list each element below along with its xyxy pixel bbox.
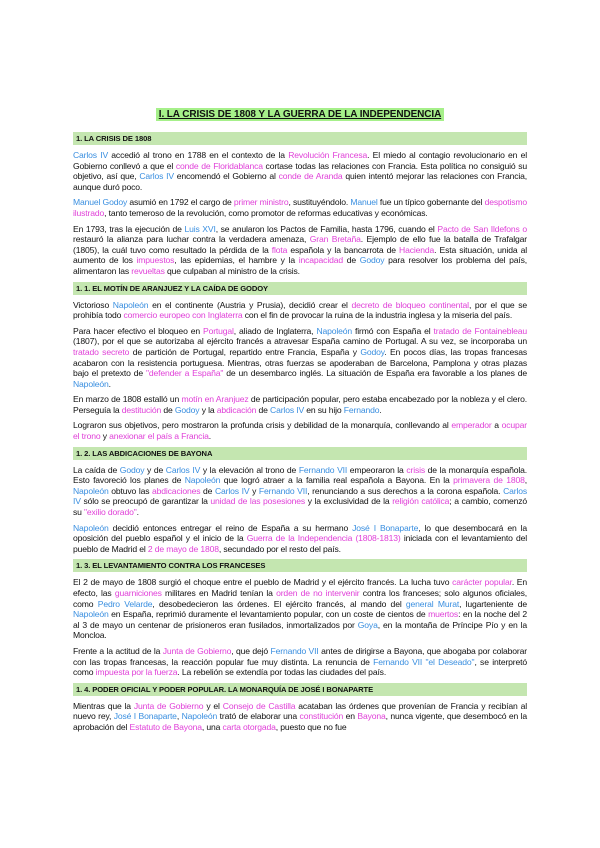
paragraph-text: , lo que desembocará en la oposición del pueblo español y el inicio de la: [73, 522, 527, 544]
paragraph-text: que logró atraer a la familia real española a Bayona. En la: [220, 475, 454, 486]
paragraph-text: ,: [176, 711, 182, 722]
paragraph-text: y la: [199, 404, 217, 415]
paragraph-text: ,: [524, 475, 527, 486]
paragraph-text: asumió en 1792 el cargo de: [127, 197, 234, 208]
paragraph-text: a: [491, 420, 502, 431]
paragraph-text: de: [342, 255, 360, 266]
paragraph-text: , una: [201, 721, 223, 732]
paragraph-text: y la exclusividad de la: [305, 496, 393, 507]
paragraph-text: española y la bancarrota de: [287, 244, 400, 255]
person-name: Fernando VII: [258, 485, 308, 496]
key-term: Guerra de la Independencia (1808-1813): [246, 533, 401, 544]
key-term: Estatuto de Bayona: [129, 721, 202, 732]
person-name: Napoleón: [73, 485, 109, 496]
paragraph: [73, 523, 527, 555]
paragraph-text: , secundado por el resto del país.: [218, 543, 341, 554]
paragraph-text: antes de dirigirse a Bayona, que abogaba por colaborar con las tropas francesas, la reacción popular fue muy distinta. La renuncia de: [73, 645, 527, 667]
paragraph-text: militares en Madrid tenían la: [161, 588, 277, 598]
key-term: conde de Floridablanca: [175, 160, 263, 171]
paragraph-text: de la monarquía española. Esto favoreció los planes de: [73, 464, 527, 486]
paragraph: [73, 394, 527, 415]
person-name: Luis XVI: [184, 223, 216, 234]
key-term: constitución: [299, 711, 344, 722]
person-name: Napoleón: [184, 475, 221, 486]
person-name: Fernando VII "el Deseado": [373, 656, 475, 667]
paragraph-text: En 1793, tras la ejecución de: [73, 223, 185, 234]
paragraph-text: y: [100, 431, 110, 442]
person-name: Napoleón: [73, 378, 109, 389]
paragraph-text: , sustituyéndolo.: [288, 197, 351, 208]
person-name: Godoy: [174, 404, 200, 415]
paragraph-text: quien intentó mejorar las relaciones con Francia, aunque duró poco.: [73, 171, 527, 192]
key-term: Junta de Gobierno: [162, 645, 232, 656]
paragraph-text: . El miedo al contagio revolucionario en el Gobierno conllevó a que el: [73, 150, 527, 171]
section-heading: 1. 1. EL MOTÍN DE ARANJUEZ Y LA CAÍDA DE GODOY: [73, 282, 527, 295]
paragraph-text: empeoraron la: [347, 464, 407, 475]
paragraph-text: : en la noche del 2 al 3 de mayo un centenar de prisioneros eran fusilados, inmortalizados por: [73, 609, 527, 630]
key-term: incapacidad: [298, 255, 343, 266]
paragraph: [73, 197, 527, 218]
person-name: Manuel Godoy: [73, 197, 128, 208]
key-term: Hacienda: [399, 244, 435, 255]
document-body: [73, 132, 527, 733]
paragraph-text: iniciada con el levantamiento del pueblo de Madrid el: [73, 533, 527, 554]
paragraph-text: Para hacer efectivo el bloqueo en: [73, 325, 203, 336]
paragraph-text: en el continente (Austria y Prusia), decidió crear el: [148, 299, 352, 310]
paragraph-text: . Esta situación, unida al aumento de los: [73, 244, 527, 266]
paragraph-text: .: [379, 404, 382, 415]
person-name: Napoleón: [73, 609, 109, 620]
section-heading: 1. 2. LAS ABDICACIONES DE BAYONA: [73, 447, 527, 460]
key-term: "defender a España": [145, 368, 224, 379]
key-term: primavera de 1808: [453, 475, 525, 486]
key-term: muertos: [428, 609, 459, 620]
paragraph-text: , se anularon los Pactos de Familia, hasta 1796, cuando el: [215, 223, 438, 234]
key-term: Gran Bretaña: [309, 234, 361, 245]
paragraph-text: , puesto que no fue: [275, 721, 347, 732]
paragraph-text: firmó con España el: [352, 325, 434, 336]
paragraph-text: encomendó el Gobierno al: [173, 171, 279, 182]
section-heading: 1. 4. PODER OFICIAL Y PODER POPULAR. LA MONARQUÍA DE JOSÉ I BONAPARTE: [73, 683, 527, 696]
key-term: Bayona: [357, 711, 386, 722]
person-name: Fernando VII: [298, 464, 348, 475]
paragraph-text: y de: [144, 464, 166, 475]
paragraph: [73, 646, 527, 678]
key-term: crisis: [406, 464, 426, 475]
key-term: Portugal: [202, 325, 234, 336]
key-term: impuesta por la fuerza: [95, 667, 178, 678]
paragraph-text: accedió al trono en 1788 en el contexto de la: [108, 150, 289, 160]
person-name: Fernando VII: [270, 645, 319, 656]
key-term: revueltas: [131, 265, 165, 276]
paragraph-text: fue un típico gobernante del: [377, 197, 485, 208]
paragraph-text: .: [136, 507, 139, 518]
person-name: Carlos IV: [270, 404, 305, 415]
paragraph-text: , por el que se prohibía todo: [73, 299, 527, 321]
person-name: Napoleón: [73, 522, 109, 533]
paragraph-text: , se interpretó como: [73, 656, 528, 678]
key-term: ocupar el trono: [73, 420, 527, 442]
paragraph-text: (1807), por el que se autorizaba al ejército francés a atravesar España camino de Portugal. A su vez, se incorporaba un: [73, 336, 527, 347]
person-name: Napoleón: [112, 299, 149, 310]
person-name: José I Bonaparte: [113, 711, 177, 722]
key-term: emperador: [451, 420, 492, 431]
key-term: Pacto de San Ildefons o: [437, 223, 527, 234]
person-name: Godoy: [359, 255, 385, 266]
key-term: orden de no intervenir: [276, 588, 360, 598]
person-name: general Murat: [405, 598, 460, 609]
paragraph-text: , tanto temeroso de la revolución, como promotor de reformas educativas y económicas.: [104, 207, 428, 218]
paragraph-text: . Ejemplo de ello fue la batalla de Trafalgar (1805), la cuál tuvo como resultado la pérdida de la: [73, 234, 528, 255]
key-term: carácter popular: [452, 577, 512, 588]
paragraph-text: Victorioso: [73, 299, 113, 310]
paragraph-text: obtuvo las: [108, 485, 153, 496]
paragraph-text: sólo se preocupó de garantizar la: [80, 496, 211, 507]
person-name: Manuel: [350, 197, 378, 208]
key-term: destitución: [121, 404, 162, 415]
person-name: Carlos IV: [214, 485, 250, 496]
document-title-text: I. LA CRISIS DE 1808 Y LA GUERRA DE LA INDEPENDENCIA: [156, 108, 444, 121]
person-name: José I Bonaparte: [352, 522, 419, 533]
paragraph-text: de partición de Portugal, repartido entre Francia, España y: [129, 346, 361, 357]
paragraph: [73, 224, 527, 277]
key-term: comercio europeo con Inglaterra: [123, 310, 243, 321]
key-term: primer ministro: [233, 197, 289, 208]
paragraph-text: , nunca vigente, que desembocó en la aprobación del: [73, 711, 528, 732]
key-term: Junta de Gobierno: [133, 700, 204, 711]
paragraph-text: de: [161, 404, 175, 415]
paragraph-text: de: [200, 485, 215, 496]
paragraph-text: de un desembarco inglés. La situación de España era favorable a los planes de: [223, 368, 527, 379]
paragraph-text: .: [208, 431, 211, 442]
paragraph-text: , desobedecieron las órdenes. El ejército francés, al mando del: [152, 598, 406, 609]
paragraph: [73, 326, 527, 390]
paragraph-text: Mientras que la: [73, 700, 134, 711]
key-term: Revolución Francesa: [288, 150, 368, 160]
key-term: carta otorgada: [222, 721, 276, 732]
paragraph-text: . La rebelión se extendía por todas las ciudades del país.: [177, 667, 387, 678]
person-name: Goya: [357, 619, 378, 630]
key-term: abdicación: [216, 404, 257, 415]
paragraph-text: con el fin de provocar la ruina de la industria inglesa y la miseria del país.: [242, 310, 513, 321]
paragraph-text: y: [249, 485, 259, 496]
person-name: Napoleón: [316, 325, 353, 336]
key-term: despotismo ilustrado: [73, 197, 528, 218]
person-name: Carlos IV: [73, 150, 109, 160]
paragraph-text: restauró la alianza para luchar contra la verdadera amenaza,: [73, 234, 310, 245]
person-name: Carlos IV: [165, 464, 201, 475]
paragraph: [73, 577, 527, 641]
paragraph-text: de participación popular, pero estaba encabezado por la nobleza y el clero. Perseguía la: [73, 394, 528, 415]
key-term: conde de Aranda: [278, 171, 343, 182]
person-name: Carlos IV: [139, 171, 174, 182]
section-heading: 1. LA CRISIS DE 1808: [73, 132, 527, 145]
document-title: [73, 104, 527, 122]
paragraph-text: Lograron sus objetivos, pero mostraron la profunda crisis y debilidad de la monarquía, conllevando al: [73, 420, 452, 431]
key-term: tratado de Fontainebleau: [433, 325, 528, 336]
paragraph: [73, 701, 527, 733]
paragraph-text: . En efecto, las: [73, 577, 528, 598]
paragraph-text: En marzo de 1808 estalló un: [73, 394, 182, 405]
paragraph-text: en su hijo: [304, 404, 344, 415]
paragraph-text: cortase todas las relaciones con Francia. Esta política no consiguió su objetivo, así que,: [73, 160, 528, 182]
paragraph-text: , aliado de Inglaterra,: [233, 325, 317, 336]
paragraph-text: , renunciando a sus derechos a la corona española.: [307, 485, 504, 496]
paragraph-text: decidió entonces entregar el reino de España a su hermano: [108, 522, 353, 533]
paragraph-text: Frente a la actitud de la: [73, 645, 163, 656]
key-term: Consejo de Castilla: [222, 700, 296, 711]
section-heading: 1. 3. EL LEVANTAMIENTO CONTRA LOS FRANCESES: [73, 559, 527, 572]
paragraph-text: para resolver los problema del país, alimentaron las: [73, 255, 528, 276]
paragraph-text: de: [256, 404, 271, 415]
key-term: abdicaciones: [152, 485, 201, 496]
paragraph-text: trató de elaborar una: [217, 711, 300, 722]
paragraph: [73, 465, 527, 518]
paragraph-text: acataban las órdenes que provenían de Francia y recibían al nuevo rey,: [73, 700, 527, 722]
paragraph-text: , las epidemias, el hambre y la: [174, 255, 299, 266]
key-term: flota: [271, 244, 288, 255]
paragraph-text: El 2 de mayo de 1808 surgió el choque entre el pueblo de Madrid y el ejército francés. La lucha tuvo: [73, 577, 453, 588]
paragraph-text: .: [108, 378, 111, 389]
key-term: impuestos: [136, 255, 175, 266]
paragraph-text: y el: [203, 700, 223, 711]
person-name: Pedro Velarde: [97, 598, 153, 609]
paragraph-text: contra los franceses; solo algunos oficiales, como: [73, 588, 527, 609]
paragraph: [73, 300, 527, 321]
paragraph-text: en España, reprimió duramente el levantamiento popular, con un coste de cientos de: [108, 609, 429, 620]
paragraph: [73, 150, 527, 192]
person-name: Carlos IV: [73, 485, 528, 507]
key-term: tratado secreto: [73, 346, 130, 357]
key-term: 2 de mayo de 1808: [147, 543, 219, 554]
paragraph-text: que culpaban al ministro de la crisis.: [164, 265, 300, 276]
key-term: decreto de bloqueo continental: [351, 299, 469, 310]
paragraph-text: , en la montaña de Príncipe Pío y en la Moncloa.: [73, 619, 528, 641]
paragraph-text: en: [343, 711, 358, 722]
key-term: guarniciones: [114, 588, 162, 598]
key-term: anexionar el país a Francia: [109, 431, 209, 442]
key-term: motín en Aranjuez: [181, 394, 249, 405]
paragraph-text: La caída de: [73, 464, 120, 475]
paragraph-text: , que dejó: [231, 645, 271, 656]
person-name: Godoy: [360, 346, 385, 357]
key-term: unidad de las posesiones: [210, 496, 306, 507]
paragraph-text: . En pocos días, las tropas francesas acabaron con la resistencia portuguesa. Mientras, otras fuerzas se apoderaban de Barcelona, Pamplona y otras plazas bajo el pretexto de: [73, 346, 528, 379]
key-term: religión católica: [392, 496, 450, 507]
paragraph-text: y la elevación al trono de: [200, 464, 299, 475]
paragraph-text: , lugarteniente de: [459, 598, 527, 609]
person-name: Godoy: [119, 464, 145, 475]
paragraph: [73, 420, 527, 441]
paragraph-text: ; a cambio, comenzó su: [73, 496, 527, 518]
person-name: Napoleón: [181, 711, 218, 722]
person-name: Fernando: [343, 404, 380, 415]
key-term: "exilio dorado": [84, 507, 137, 518]
